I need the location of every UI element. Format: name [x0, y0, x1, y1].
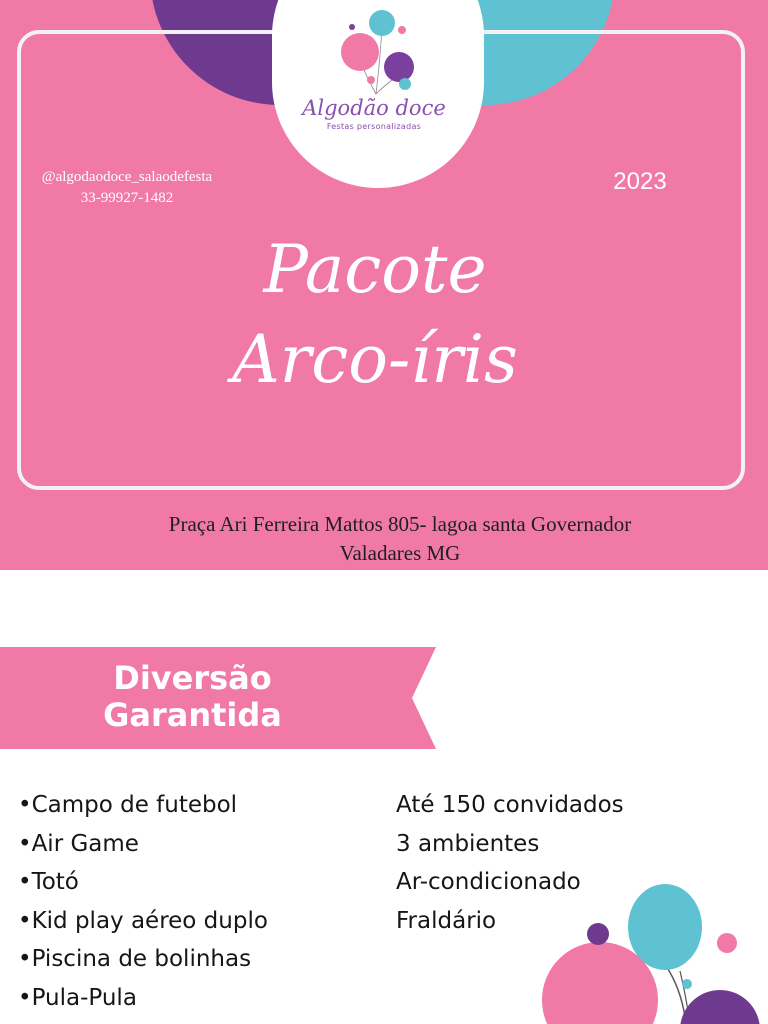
address-line2: Valadares MG: [339, 541, 461, 565]
list-item: •Piscina de bolinhas: [18, 946, 252, 972]
address-line1: Praça Ari Ferreira Mattos 805- lagoa santa Governador: [168, 512, 632, 536]
list-item: •Totó: [18, 869, 79, 895]
balloons-icon: [336, 6, 420, 98]
activities-list: [18, 786, 268, 1017]
list-item: •Kid play aéreo duplo: [18, 907, 268, 934]
banner-line1: Diversão: [113, 659, 272, 697]
contact-info: [22, 167, 232, 209]
instagram-handle[interactable]: @algodaodoce_salaodefesta: [41, 169, 213, 185]
phone-number[interactable]: 33-99927-1482: [80, 190, 174, 206]
list-item: •Campo de futebol: [18, 792, 238, 818]
list-item: •Pula-Pula: [18, 984, 137, 1011]
banner-heading: [60, 660, 325, 734]
package-title: [180, 225, 570, 405]
list-item: Fraldário: [396, 907, 497, 934]
list-item: Ar-condicionado: [396, 869, 581, 895]
banner-line2: Garantida: [103, 696, 282, 734]
logo-tagline: Festas personalizadas: [326, 122, 422, 131]
list-item: •Air Game: [18, 830, 139, 857]
year-label: 2023: [613, 168, 667, 195]
package-title-line1: Pacote: [263, 231, 487, 308]
address: [90, 510, 710, 568]
decorative-balloons-icon: [540, 878, 768, 1024]
list-item: Até 150 convidados: [396, 792, 624, 818]
logo-name: Algodão doce: [302, 96, 446, 120]
package-title-line2: Arco-íris: [232, 321, 518, 398]
list-item: 3 ambientes: [396, 830, 540, 857]
